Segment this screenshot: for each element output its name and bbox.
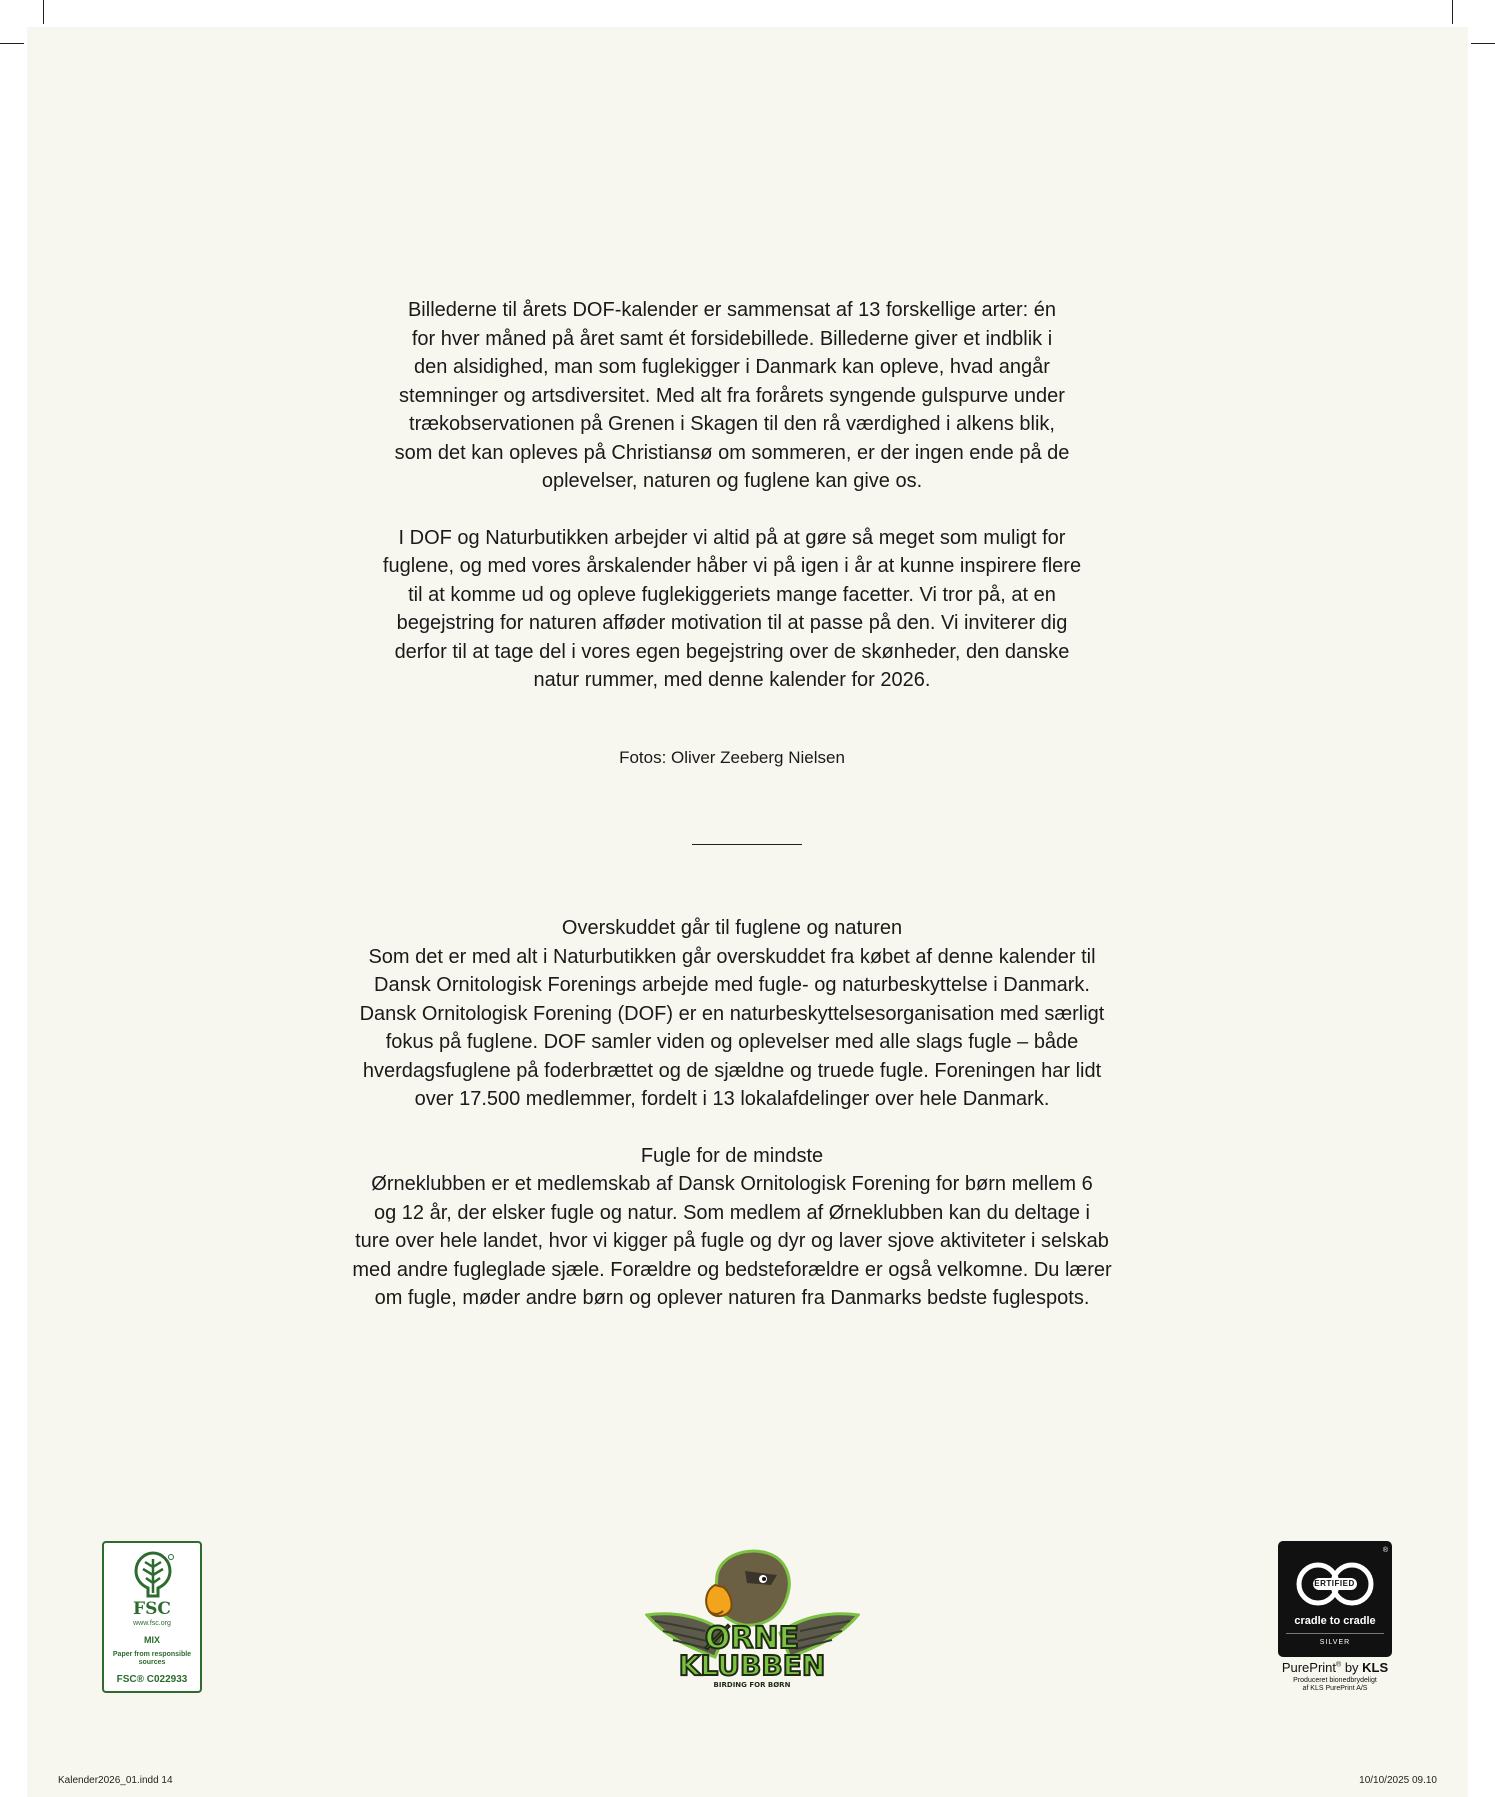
crop-mark	[1471, 43, 1495, 44]
pureprint-mark	[1270, 1660, 1400, 1693]
fsc-url: www.fsc.org	[133, 1620, 171, 1627]
ornekklubben-logo	[645, 1545, 860, 1695]
pureprint-note: Produceret bionedbrydeligt af KLS PurePrint A/S	[1293, 1677, 1377, 1692]
fsc-name: FSC	[133, 1599, 171, 1619]
slug-file: Kalender2026_01.indd 14	[58, 1775, 173, 1786]
c2c-name: cradle to cradle	[1294, 1615, 1376, 1627]
crop-mark	[1452, 0, 1453, 24]
photo-credit: Fotos: Oliver Zeeberg Nielsen	[619, 748, 845, 767]
section-heading-surplus: Overskuddet går til fuglene og naturen	[561, 917, 903, 939]
section-heading-kids: Fugle for de mindste	[640, 1144, 824, 1167]
ornek-logo-line1: ØRNE	[704, 1621, 800, 1656]
crop-mark	[0, 43, 24, 44]
fsc-mix-label: MIX	[143, 1635, 160, 1645]
crop-mark	[43, 0, 44, 24]
intro-text	[316, 296, 1148, 695]
c2c-divider	[1286, 1633, 1384, 1634]
ornek-logo-line2: KLUBBEN	[678, 1649, 826, 1682]
ornek-logo-tagline: BIRDING FOR BØRN	[713, 1681, 791, 1689]
divider	[692, 844, 802, 845]
c2c-registered: ®	[1382, 1547, 1388, 1554]
fsc-code: FSC® C022933	[116, 1674, 188, 1685]
info-sections	[316, 914, 1148, 1313]
fsc-tree-icon	[122, 1549, 184, 1599]
section-body-kids: Ørneklubben er et medlemskab af Dansk Ornitologisk Forening for børn mellem 6 og 12 år, der elsker fugle og natur. Som medlem af Ørneklubben kan du deltage i ture over hele landet, hvor vi kigger på fugle og dyr og laver sjove aktiviteter i selskab med andre fugleglade sjæle. Forældre og bedsteforældre er også velkomne. Du lærer om fugle, møder andre børn og oplever naturen fra Danmarks bedste fuglespots.	[352, 1173, 1112, 1309]
c2c-certified: CERTIFIED	[1308, 1579, 1355, 1588]
page	[27, 27, 1468, 1797]
section-body-surplus: Som det er med alt i Naturbutikken går overskuddet fra købet af denne kalender til Dansk Ornitologisk Forenings arbejde med fugle- og naturbeskyttelse i Danmark. Dansk Ornitologisk Forening (DOF) er en naturbeskyttelsesorganisation med særligt fokus på fuglene. DOF samler viden og oplevelser med alle slags fugle – både hverdagsfuglene på foderbrættet og de sjældne og truede fugle. Foreningen har lidt over 17.500 medlemmer, fordelt i 13 lokalafdelinger over hele Danmark.	[359, 945, 1105, 1110]
fsc-sources: Paper from responsible sources	[112, 1651, 192, 1666]
intro-paragraph-1: Billederne til årets DOF-kalender er sammensat af 13 forskellige arter: én for hver måned på året samt ét forsidebillede. Billederne giver et indblik i den alsidighed, man som fuglekigger i Danmark kan opleve, hvad angår stemninger og artsdiversitet. Med alt fra forårets syngende gulspurve under trækobservationen på Grenen i Skagen til den rå værdighed i alkens blik, som det kan opleves på Christiansø om sommeren, er der ingen ende på de oplevelser, naturen og fuglene kan give os.	[394, 299, 1070, 492]
c2c-level: SILVER	[1319, 1639, 1351, 1646]
slug-date: 10/10/2025 09.10	[1359, 1775, 1437, 1786]
fsc-badge	[102, 1541, 202, 1693]
pureprint-brand: PurePrint® by KLS	[1281, 1660, 1389, 1675]
cradle-to-cradle-badge	[1278, 1541, 1392, 1657]
intro-paragraph-2: I DOF og Naturbutikken arbejder vi altid på at gøre så meget som muligt for fuglene, og med vores årskalender håber vi på igen i år at kunne inspirere flere til at komme ud og opleve fuglekiggeriets mange facetter. Vi tror på, at en begejstring for naturen afføder motivation til at passe på den. Vi inviterer dig derfor til at tage del i vores egen begejstring over de skønheder, den danske natur rummer, med denne kalender for 2026.	[382, 526, 1082, 691]
